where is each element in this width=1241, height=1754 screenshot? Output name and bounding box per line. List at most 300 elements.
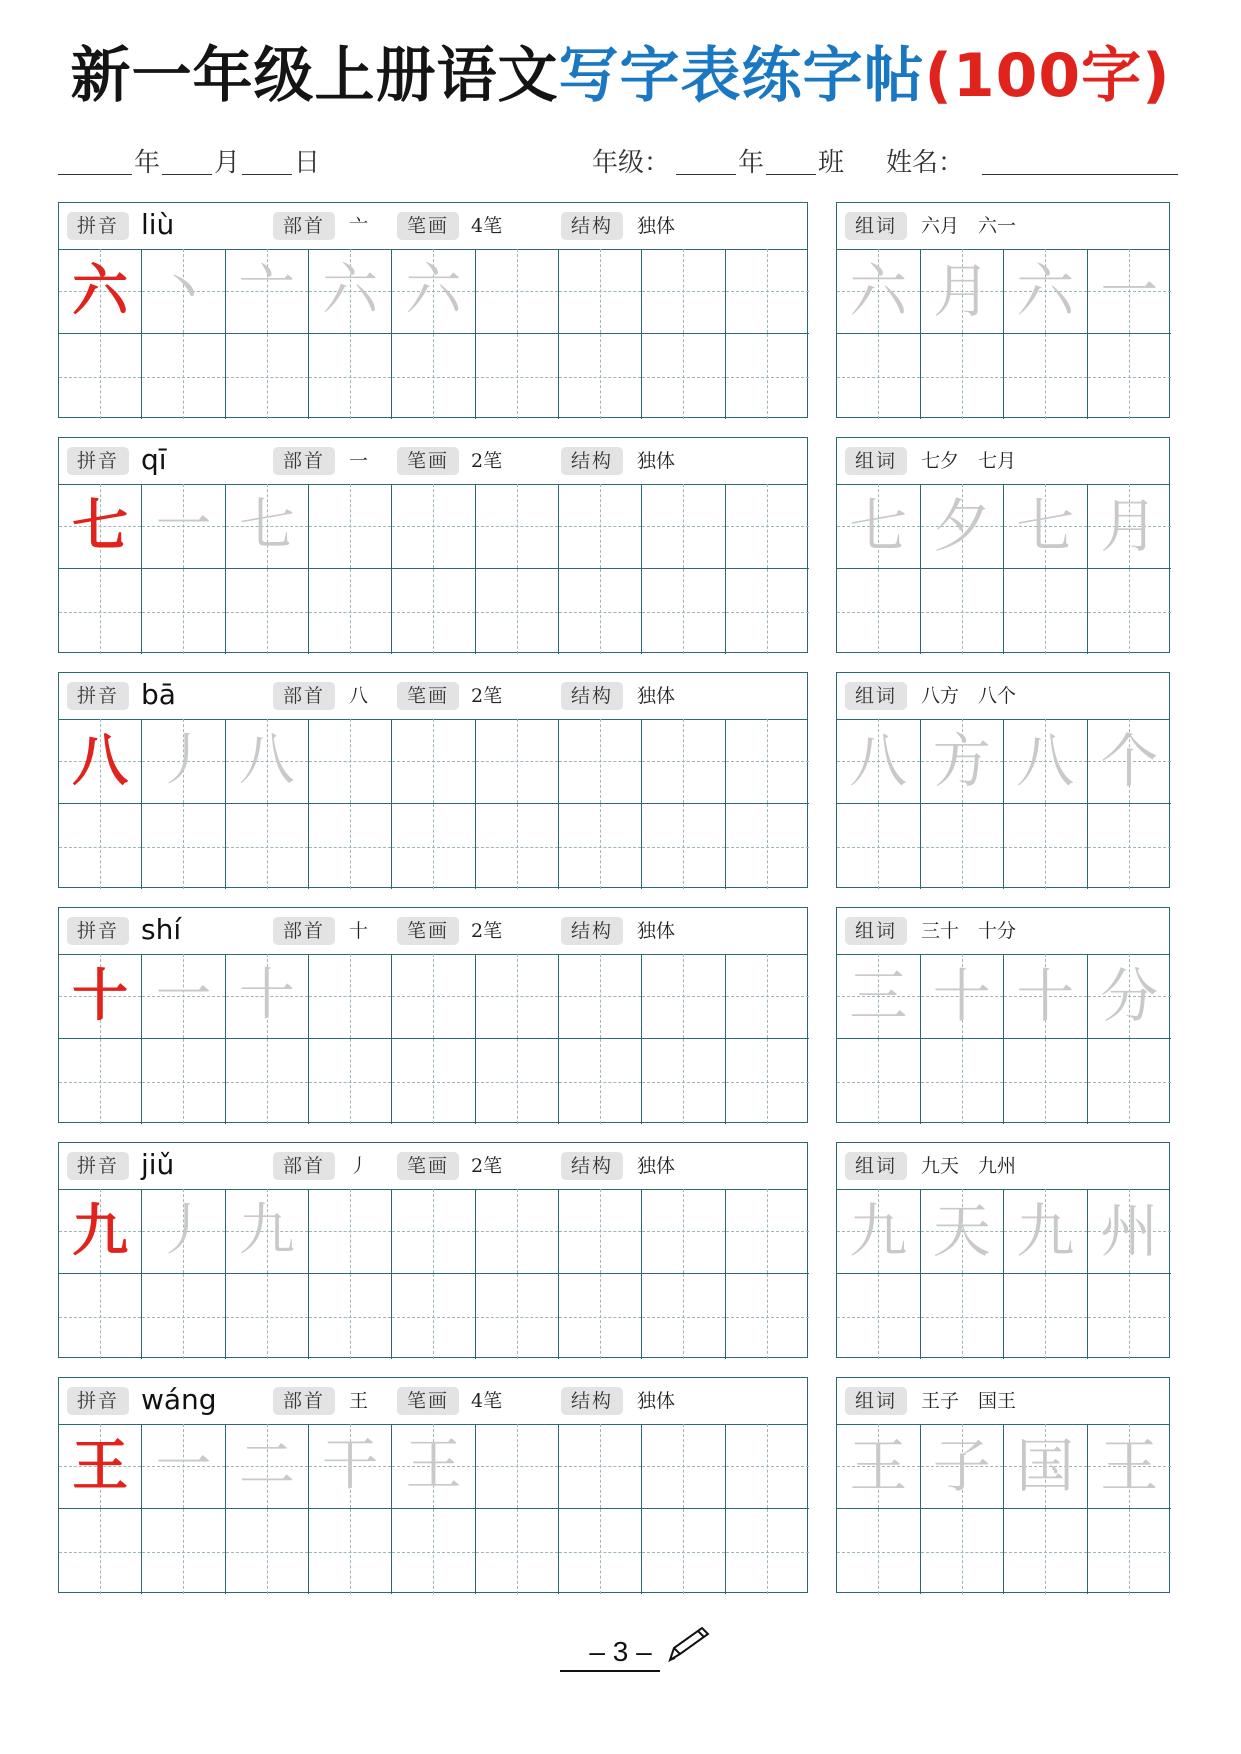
stroke-step: 二 (238, 1433, 295, 1498)
writing-cell[interactable] (59, 1039, 142, 1124)
char-card (58, 907, 808, 1123)
radical-tag: 部首 (273, 447, 335, 475)
word-cell[interactable] (1004, 569, 1088, 654)
writing-cell[interactable] (392, 334, 475, 419)
writing-cell[interactable] (476, 249, 559, 334)
writing-cell[interactable] (59, 1509, 142, 1594)
writing-cell[interactable] (226, 1039, 309, 1124)
pinyin-tag: 拼音 (67, 447, 129, 475)
stroke-step: 王 (405, 1433, 462, 1498)
pinyin-tag: 拼音 (67, 917, 129, 945)
writing-cell[interactable] (309, 954, 392, 1039)
writing-cell[interactable] (559, 719, 642, 804)
word-cell[interactable] (921, 569, 1005, 654)
strokes-tag: 笔画 (397, 1387, 459, 1415)
stroke-step: 一 (155, 493, 212, 558)
writing-cell[interactable] (726, 1274, 809, 1359)
writing-cell[interactable] (476, 1424, 559, 1509)
writing-cell[interactable] (642, 334, 725, 419)
word-cell[interactable] (837, 1274, 921, 1359)
writing-cell[interactable] (309, 1424, 392, 1509)
title-count: (100字) (924, 41, 1171, 111)
radical-value: 十 (349, 920, 369, 942)
name-label: 姓名： (886, 148, 965, 178)
structure-tag: 结构 (561, 212, 623, 240)
stroke-step: 干 (322, 1433, 379, 1498)
year-blank[interactable] (58, 174, 132, 175)
writing-cell[interactable] (642, 1509, 725, 1594)
strokes-value: 2笔 (471, 920, 503, 942)
word-cell[interactable] (1004, 804, 1088, 889)
radical-tag: 部首 (273, 1387, 335, 1415)
date-month-label: 月 (214, 148, 241, 178)
writing-cell[interactable] (559, 334, 642, 419)
writing-cell[interactable] (476, 334, 559, 419)
word-cell[interactable] (921, 1189, 1005, 1274)
writing-cell[interactable] (726, 1039, 809, 1124)
writing-cell[interactable] (642, 954, 725, 1039)
writing-cell[interactable] (476, 569, 559, 654)
word-cell[interactable] (1088, 569, 1172, 654)
word-character: 三 (849, 962, 908, 1030)
word-cell[interactable] (1088, 1509, 1172, 1594)
writing-cell[interactable] (309, 719, 392, 804)
writing-cell[interactable] (142, 249, 225, 334)
writing-grid (59, 484, 807, 652)
word-cell[interactable] (921, 804, 1005, 889)
writing-cell[interactable] (726, 1424, 809, 1509)
writing-cell[interactable] (226, 1189, 309, 1274)
writing-cell[interactable] (309, 1509, 392, 1594)
model-character: 王 (72, 1433, 129, 1499)
writing-cell[interactable] (642, 804, 725, 889)
writing-cell[interactable] (142, 569, 225, 654)
model-character: 六 (72, 258, 129, 324)
writing-cell[interactable] (392, 484, 475, 569)
writing-cell[interactable] (642, 719, 725, 804)
writing-cell[interactable] (226, 954, 309, 1039)
structure-value: 独体 (637, 920, 676, 942)
writing-cell[interactable] (726, 1189, 809, 1274)
word-character: 月 (932, 257, 991, 325)
radical-tag: 部首 (273, 917, 335, 945)
word-cell[interactable] (921, 719, 1005, 804)
writing-cell[interactable] (726, 1509, 809, 1594)
writing-cell[interactable] (392, 569, 475, 654)
pinyin-value: shí (141, 913, 182, 946)
month-blank[interactable] (162, 174, 212, 175)
words-value: 九天 九州 (921, 1155, 1017, 1177)
structure-value: 独体 (637, 1155, 676, 1177)
grade-class-label: 班 (818, 148, 845, 178)
word-cell[interactable] (1004, 1039, 1088, 1124)
word-cell[interactable] (1004, 249, 1088, 334)
word-character: 七 (1016, 492, 1075, 560)
stroke-step: 六 (405, 258, 462, 323)
writing-cell[interactable] (476, 1274, 559, 1359)
words-card-header (837, 673, 1169, 720)
writing-cell[interactable] (726, 719, 809, 804)
word-character: 月 (1100, 492, 1159, 560)
writing-cell[interactable] (559, 1424, 642, 1509)
stroke-step: 丿 (155, 728, 212, 793)
pinyin-value: bā (141, 678, 176, 711)
writing-cell[interactable] (559, 954, 642, 1039)
writing-cell[interactable] (642, 484, 725, 569)
words-grid (837, 1189, 1169, 1357)
day-blank[interactable] (242, 174, 292, 175)
words-card-header (837, 908, 1169, 955)
writing-cell[interactable] (559, 1509, 642, 1594)
writing-cell[interactable] (59, 719, 142, 804)
writing-cell[interactable] (226, 1509, 309, 1594)
writing-cell[interactable] (309, 484, 392, 569)
word-character: 六 (1016, 257, 1075, 325)
writing-cell[interactable] (226, 249, 309, 334)
word-cell[interactable] (921, 1039, 1005, 1124)
writing-cell[interactable] (559, 804, 642, 889)
word-cell[interactable] (1088, 334, 1172, 419)
word-cell[interactable] (1004, 334, 1088, 419)
writing-cell[interactable] (559, 1039, 642, 1124)
writing-cell[interactable] (142, 1274, 225, 1359)
info-line (58, 140, 1182, 180)
writing-cell[interactable] (726, 569, 809, 654)
writing-cell[interactable] (59, 569, 142, 654)
strokes-tag: 笔画 (397, 917, 459, 945)
writing-cell[interactable] (476, 484, 559, 569)
word-cell[interactable] (1088, 249, 1172, 334)
words-card (836, 672, 1170, 888)
word-character: 十 (1016, 962, 1075, 1030)
word-cell[interactable] (1088, 1274, 1172, 1359)
strokes-value: 2笔 (471, 450, 503, 472)
radical-value: 八 (349, 685, 369, 707)
title-main: 新一年级上册语文 (70, 41, 559, 111)
words-card (836, 437, 1170, 653)
word-cell[interactable] (837, 484, 921, 569)
word-character: 王 (1100, 1432, 1159, 1500)
pinyin-value: liù (141, 208, 175, 241)
words-value: 王子 国王 (921, 1390, 1017, 1412)
title-highlight: 写字表练字帖 (558, 41, 925, 111)
stroke-step: 八 (238, 728, 295, 793)
word-character: 七 (849, 492, 908, 560)
words-tag: 组词 (845, 682, 907, 710)
word-cell[interactable] (921, 1274, 1005, 1359)
word-character: 方 (932, 727, 991, 795)
writing-cell[interactable] (59, 334, 142, 419)
pinyin-tag: 拼音 (67, 212, 129, 240)
words-card-header (837, 203, 1169, 250)
words-value: 六月 六一 (921, 215, 1017, 237)
writing-cell[interactable] (142, 1424, 225, 1509)
class-blank[interactable] (766, 174, 816, 175)
writing-cell[interactable] (142, 334, 225, 419)
writing-cell[interactable] (726, 334, 809, 419)
word-character: 一 (1100, 257, 1159, 325)
writing-grid (59, 249, 807, 417)
writing-cell[interactable] (559, 1274, 642, 1359)
word-cell[interactable] (837, 1039, 921, 1124)
pinyin-tag: 拼音 (67, 1152, 129, 1180)
word-character: 十 (932, 962, 991, 1030)
writing-cell[interactable] (726, 484, 809, 569)
strokes-tag: 笔画 (397, 1152, 459, 1180)
radical-value: 一 (349, 450, 369, 472)
words-card (836, 202, 1170, 418)
word-character: 八 (849, 727, 908, 795)
model-character: 八 (72, 728, 129, 794)
writing-cell[interactable] (559, 249, 642, 334)
word-cell[interactable] (837, 1509, 921, 1594)
writing-cell[interactable] (226, 1274, 309, 1359)
page-title (0, 40, 1241, 112)
char-card-header (59, 673, 807, 720)
writing-cell[interactable] (726, 249, 809, 334)
word-character: 九 (849, 1197, 908, 1265)
words-card-header (837, 1378, 1169, 1425)
stroke-step: 亠 (238, 258, 295, 323)
writing-cell[interactable] (392, 1274, 475, 1359)
model-character: 九 (72, 1198, 129, 1264)
words-card-header (837, 438, 1169, 485)
writing-cell[interactable] (559, 484, 642, 569)
writing-cell[interactable] (309, 1189, 392, 1274)
stroke-step: 十 (238, 963, 295, 1028)
grade-year-blank[interactable] (676, 174, 736, 175)
strokes-tag: 笔画 (397, 212, 459, 240)
word-cell[interactable] (1088, 719, 1172, 804)
word-cell[interactable] (921, 334, 1005, 419)
writing-cell[interactable] (142, 484, 225, 569)
writing-cell[interactable] (392, 1509, 475, 1594)
word-cell[interactable] (921, 954, 1005, 1039)
writing-cell[interactable] (59, 1424, 142, 1509)
word-cell[interactable] (837, 1189, 921, 1274)
writing-grid (59, 719, 807, 887)
words-tag: 组词 (845, 1152, 907, 1180)
writing-cell[interactable] (476, 954, 559, 1039)
pinyin-value: qī (141, 443, 167, 476)
writing-cell[interactable] (392, 719, 475, 804)
word-cell[interactable] (1004, 1509, 1088, 1594)
char-card (58, 672, 808, 888)
writing-cell[interactable] (59, 484, 142, 569)
writing-cell[interactable] (476, 1509, 559, 1594)
writing-cell[interactable] (642, 249, 725, 334)
page-number: – 3 – (589, 1636, 652, 1667)
writing-cell[interactable] (309, 1274, 392, 1359)
char-card-header (59, 1378, 807, 1425)
pinyin-tag: 拼音 (67, 682, 129, 710)
writing-cell[interactable] (476, 804, 559, 889)
word-cell[interactable] (921, 484, 1005, 569)
writing-grid (59, 1189, 807, 1357)
word-cell[interactable] (837, 334, 921, 419)
word-character: 州 (1100, 1197, 1159, 1265)
words-tag: 组词 (845, 212, 907, 240)
writing-cell[interactable] (392, 1189, 475, 1274)
words-value: 八方 八个 (921, 685, 1017, 707)
word-character: 国 (1016, 1432, 1075, 1500)
words-tag: 组词 (845, 917, 907, 945)
word-cell[interactable] (837, 1424, 921, 1509)
words-grid (837, 954, 1169, 1122)
writing-cell[interactable] (392, 804, 475, 889)
word-cell[interactable] (921, 249, 1005, 334)
writing-cell[interactable] (142, 719, 225, 804)
pen-icon (664, 1624, 714, 1664)
radical-value: 王 (349, 1390, 369, 1412)
radical-value: 亠 (349, 215, 369, 237)
pinyin-tag: 拼音 (67, 1387, 129, 1415)
writing-cell[interactable] (59, 249, 142, 334)
writing-cell[interactable] (309, 1039, 392, 1124)
stroke-step: 一 (155, 963, 212, 1028)
writing-cell[interactable] (226, 334, 309, 419)
writing-cell[interactable] (642, 1189, 725, 1274)
model-character: 十 (72, 963, 129, 1029)
char-card (58, 202, 808, 418)
word-character: 九 (1016, 1197, 1075, 1265)
writing-cell[interactable] (226, 484, 309, 569)
stroke-step: 丶 (155, 258, 212, 323)
writing-cell[interactable] (392, 1424, 475, 1509)
writing-cell[interactable] (642, 569, 725, 654)
word-character: 子 (932, 1432, 991, 1500)
strokes-value: 4笔 (471, 215, 503, 237)
word-cell[interactable] (921, 1509, 1005, 1594)
word-cell[interactable] (1088, 1039, 1172, 1124)
word-cell[interactable] (1088, 954, 1172, 1039)
name-blank[interactable] (982, 174, 1178, 175)
word-cell[interactable] (837, 804, 921, 889)
word-cell[interactable] (1088, 1424, 1172, 1509)
words-card-header (837, 1143, 1169, 1190)
writing-cell[interactable] (726, 954, 809, 1039)
writing-cell[interactable] (142, 1189, 225, 1274)
writing-cell[interactable] (142, 1039, 225, 1124)
words-card (836, 1142, 1170, 1358)
char-card-header (59, 438, 807, 485)
word-character: 八 (1016, 727, 1075, 795)
words-grid (837, 249, 1169, 417)
structure-value: 独体 (637, 450, 676, 472)
writing-cell[interactable] (226, 719, 309, 804)
structure-tag: 结构 (561, 1387, 623, 1415)
word-character: 分 (1100, 962, 1159, 1030)
word-cell[interactable] (1004, 484, 1088, 569)
word-character: 夕 (932, 492, 991, 560)
word-cell[interactable] (1004, 719, 1088, 804)
writing-cell[interactable] (559, 1189, 642, 1274)
structure-tag: 结构 (561, 917, 623, 945)
word-cell[interactable] (1004, 954, 1088, 1039)
writing-cell[interactable] (142, 804, 225, 889)
stroke-step: 一 (155, 1433, 212, 1498)
writing-cell[interactable] (226, 804, 309, 889)
radical-tag: 部首 (273, 1152, 335, 1180)
date-day-label: 日 (294, 148, 321, 178)
char-card-header (59, 908, 807, 955)
writing-cell[interactable] (59, 1189, 142, 1274)
writing-cell[interactable] (642, 1039, 725, 1124)
word-character: 天 (932, 1197, 991, 1265)
word-cell[interactable] (1004, 1274, 1088, 1359)
writing-cell[interactable] (642, 1274, 725, 1359)
writing-cell[interactable] (309, 249, 392, 334)
word-cell[interactable] (1088, 1189, 1172, 1274)
strokes-value: 2笔 (471, 685, 503, 707)
word-cell[interactable] (837, 569, 921, 654)
writing-grid (59, 954, 807, 1122)
structure-value: 独体 (637, 1390, 676, 1412)
writing-cell[interactable] (309, 804, 392, 889)
structure-tag: 结构 (561, 447, 623, 475)
word-cell[interactable] (837, 249, 921, 334)
word-cell[interactable] (837, 954, 921, 1039)
word-cell[interactable] (1004, 1424, 1088, 1509)
structure-value: 独体 (637, 215, 676, 237)
word-cell[interactable] (1004, 1189, 1088, 1274)
structure-tag: 结构 (561, 682, 623, 710)
word-cell[interactable] (837, 719, 921, 804)
word-character: 六 (849, 257, 908, 325)
structure-value: 独体 (637, 685, 676, 707)
words-tag: 组词 (845, 447, 907, 475)
writing-cell[interactable] (392, 954, 475, 1039)
writing-cell[interactable] (226, 1424, 309, 1509)
writing-cell[interactable] (309, 569, 392, 654)
writing-cell[interactable] (559, 569, 642, 654)
stroke-step: 九 (238, 1198, 295, 1263)
writing-grid (59, 1424, 807, 1592)
words-tag: 组词 (845, 1387, 907, 1415)
writing-cell[interactable] (59, 954, 142, 1039)
stroke-step: 六 (322, 258, 379, 323)
char-card-header (59, 203, 807, 250)
radical-tag: 部首 (273, 212, 335, 240)
writing-cell[interactable] (142, 1509, 225, 1594)
stroke-step: 丿 (155, 1198, 212, 1263)
grade-label: 年级： (592, 148, 671, 178)
word-character: 王 (849, 1432, 908, 1500)
words-value: 三十 十分 (921, 920, 1017, 942)
writing-cell[interactable] (726, 804, 809, 889)
word-cell[interactable] (1088, 804, 1172, 889)
writing-cell[interactable] (642, 1424, 725, 1509)
writing-cell[interactable] (476, 719, 559, 804)
writing-cell[interactable] (142, 954, 225, 1039)
word-cell[interactable] (1088, 484, 1172, 569)
writing-cell[interactable] (392, 1039, 475, 1124)
model-character: 七 (72, 493, 129, 559)
writing-cell[interactable] (392, 249, 475, 334)
writing-cell[interactable] (309, 334, 392, 419)
strokes-value: 2笔 (471, 1155, 503, 1177)
writing-cell[interactable] (476, 1189, 559, 1274)
writing-cell[interactable] (59, 804, 142, 889)
writing-cell[interactable] (226, 569, 309, 654)
words-grid (837, 1424, 1169, 1592)
words-card (836, 1377, 1170, 1593)
writing-cell[interactable] (59, 1274, 142, 1359)
writing-cell[interactable] (476, 1039, 559, 1124)
date-year-label: 年 (134, 148, 161, 178)
word-cell[interactable] (921, 1424, 1005, 1509)
char-card (58, 437, 808, 653)
